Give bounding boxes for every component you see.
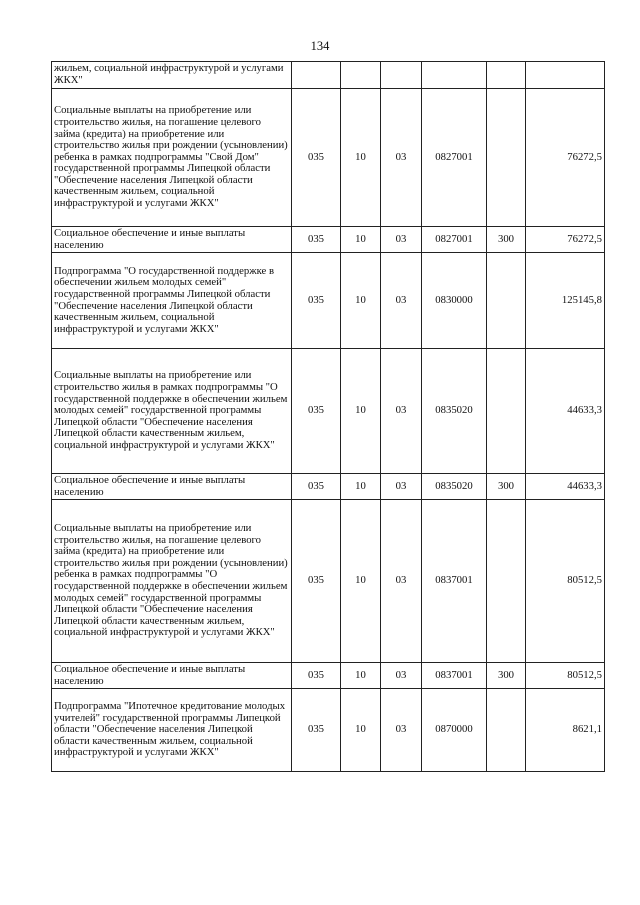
section-code: 10 (341, 663, 381, 689)
target-code: 0835020 (422, 474, 487, 500)
ministry-code: 035 (292, 349, 341, 474)
table-row (52, 89, 605, 227)
table-row (52, 689, 605, 772)
row-description: Социальное обеспечение и иные выплаты населению (52, 663, 292, 689)
amount: 44633,3 (526, 474, 605, 500)
section-code: 10 (341, 474, 381, 500)
ministry-code: 035 (292, 663, 341, 689)
ministry-code (292, 62, 341, 89)
row-description: Социальные выплаты на приобретение или строительство жилья в рамках подпрограммы "О государственной поддержке в обеспечении жильем молодых семей" государственной программы Липецкой области "Обеспечение населения Липецкой области качественным жильем, социальной инфраструктурой и услугами ЖКХ" (52, 349, 292, 474)
table-row (52, 500, 605, 663)
ministry-code: 035 (292, 689, 341, 772)
table-row (52, 349, 605, 474)
amount: 80512,5 (526, 663, 605, 689)
table-row (52, 474, 605, 500)
target-code: 0835020 (422, 349, 487, 474)
ministry-code: 035 (292, 89, 341, 227)
expense-type-code (487, 349, 526, 474)
expense-type-code (487, 253, 526, 349)
section-code (341, 62, 381, 89)
amount: 8621,1 (526, 689, 605, 772)
expense-type-code (487, 500, 526, 663)
target-code (422, 62, 487, 89)
ministry-code: 035 (292, 253, 341, 349)
target-code: 0827001 (422, 89, 487, 227)
target-code: 0827001 (422, 227, 487, 253)
amount: 80512,5 (526, 500, 605, 663)
section-code: 10 (341, 500, 381, 663)
row-description: Подпрограмма "О государственной поддержке в обеспечении жильем молодых семей" государственной программы Липецкой области "Обеспечение населения Липецкой области качественным жильем, социальной инфраструктурой и услугами ЖКХ" (52, 253, 292, 349)
expense-type-code (487, 689, 526, 772)
section-code: 10 (341, 253, 381, 349)
ministry-code: 035 (292, 474, 341, 500)
row-description: Социальное обеспечение и иные выплаты населению (52, 227, 292, 253)
subsection-code (381, 62, 422, 89)
expense-type-code: 300 (487, 227, 526, 253)
row-description: Подпрограмма "Ипотечное кредитование молодых учителей" государственной программы Липецкой области "Обеспечение населения Липецкой области качественным жильем, социальной инфраструктурой и услугами ЖКХ" (52, 689, 292, 772)
expense-type-code: 300 (487, 663, 526, 689)
amount: 76272,5 (526, 227, 605, 253)
target-code: 0837001 (422, 663, 487, 689)
subsection-code: 03 (381, 253, 422, 349)
ministry-code: 035 (292, 500, 341, 663)
ministry-code: 035 (292, 227, 341, 253)
target-code: 0870000 (422, 689, 487, 772)
amount: 76272,5 (526, 89, 605, 227)
subsection-code: 03 (381, 349, 422, 474)
section-code: 10 (341, 689, 381, 772)
expense-type-code (487, 89, 526, 227)
table-row (52, 62, 605, 89)
row-description: жильем, социальной инфраструктурой и услугами ЖКХ" (52, 62, 292, 89)
target-code: 0830000 (422, 253, 487, 349)
subsection-code: 03 (381, 500, 422, 663)
amount (526, 62, 605, 89)
table-row (52, 227, 605, 253)
subsection-code: 03 (381, 474, 422, 500)
expense-type-code (487, 62, 526, 89)
table-row (52, 253, 605, 349)
subsection-code: 03 (381, 227, 422, 253)
expense-type-code: 300 (487, 474, 526, 500)
page-number: 134 (310, 39, 330, 53)
row-description: Социальное обеспечение и иные выплаты населению (52, 474, 292, 500)
row-description: Социальные выплаты на приобретение или строительство жилья, на погашение целевого займа (кредита) на приобретение или строительство жилья при рождении (усыновлении) ребенка в рамках подпрограммы "О государственной поддержке в обеспечении жильем молодых семей" государственной программы Липецкой области "Обеспечение населения Липецкой области качественным жильем, социальной инфраструктурой и услугами ЖКХ" (52, 500, 292, 663)
section-code: 10 (341, 349, 381, 474)
amount: 44633,3 (526, 349, 605, 474)
budget-table (51, 61, 605, 772)
subsection-code: 03 (381, 663, 422, 689)
amount: 125145,8 (526, 253, 605, 349)
subsection-code: 03 (381, 89, 422, 227)
section-code: 10 (341, 227, 381, 253)
row-description: Социальные выплаты на приобретение или строительство жилья, на погашение целевого займа (кредита) на приобретение или строительство жилья при рождении (усыновлении) ребенка в рамках подпрограммы "Свой Дом" государственной программы Липецкой области "Обеспечение населения Липецкой области качественным жильем, социальной инфраструктурой и услугами ЖКХ" (52, 89, 292, 227)
section-code: 10 (341, 89, 381, 227)
table-row (52, 663, 605, 689)
target-code: 0837001 (422, 500, 487, 663)
subsection-code: 03 (381, 689, 422, 772)
